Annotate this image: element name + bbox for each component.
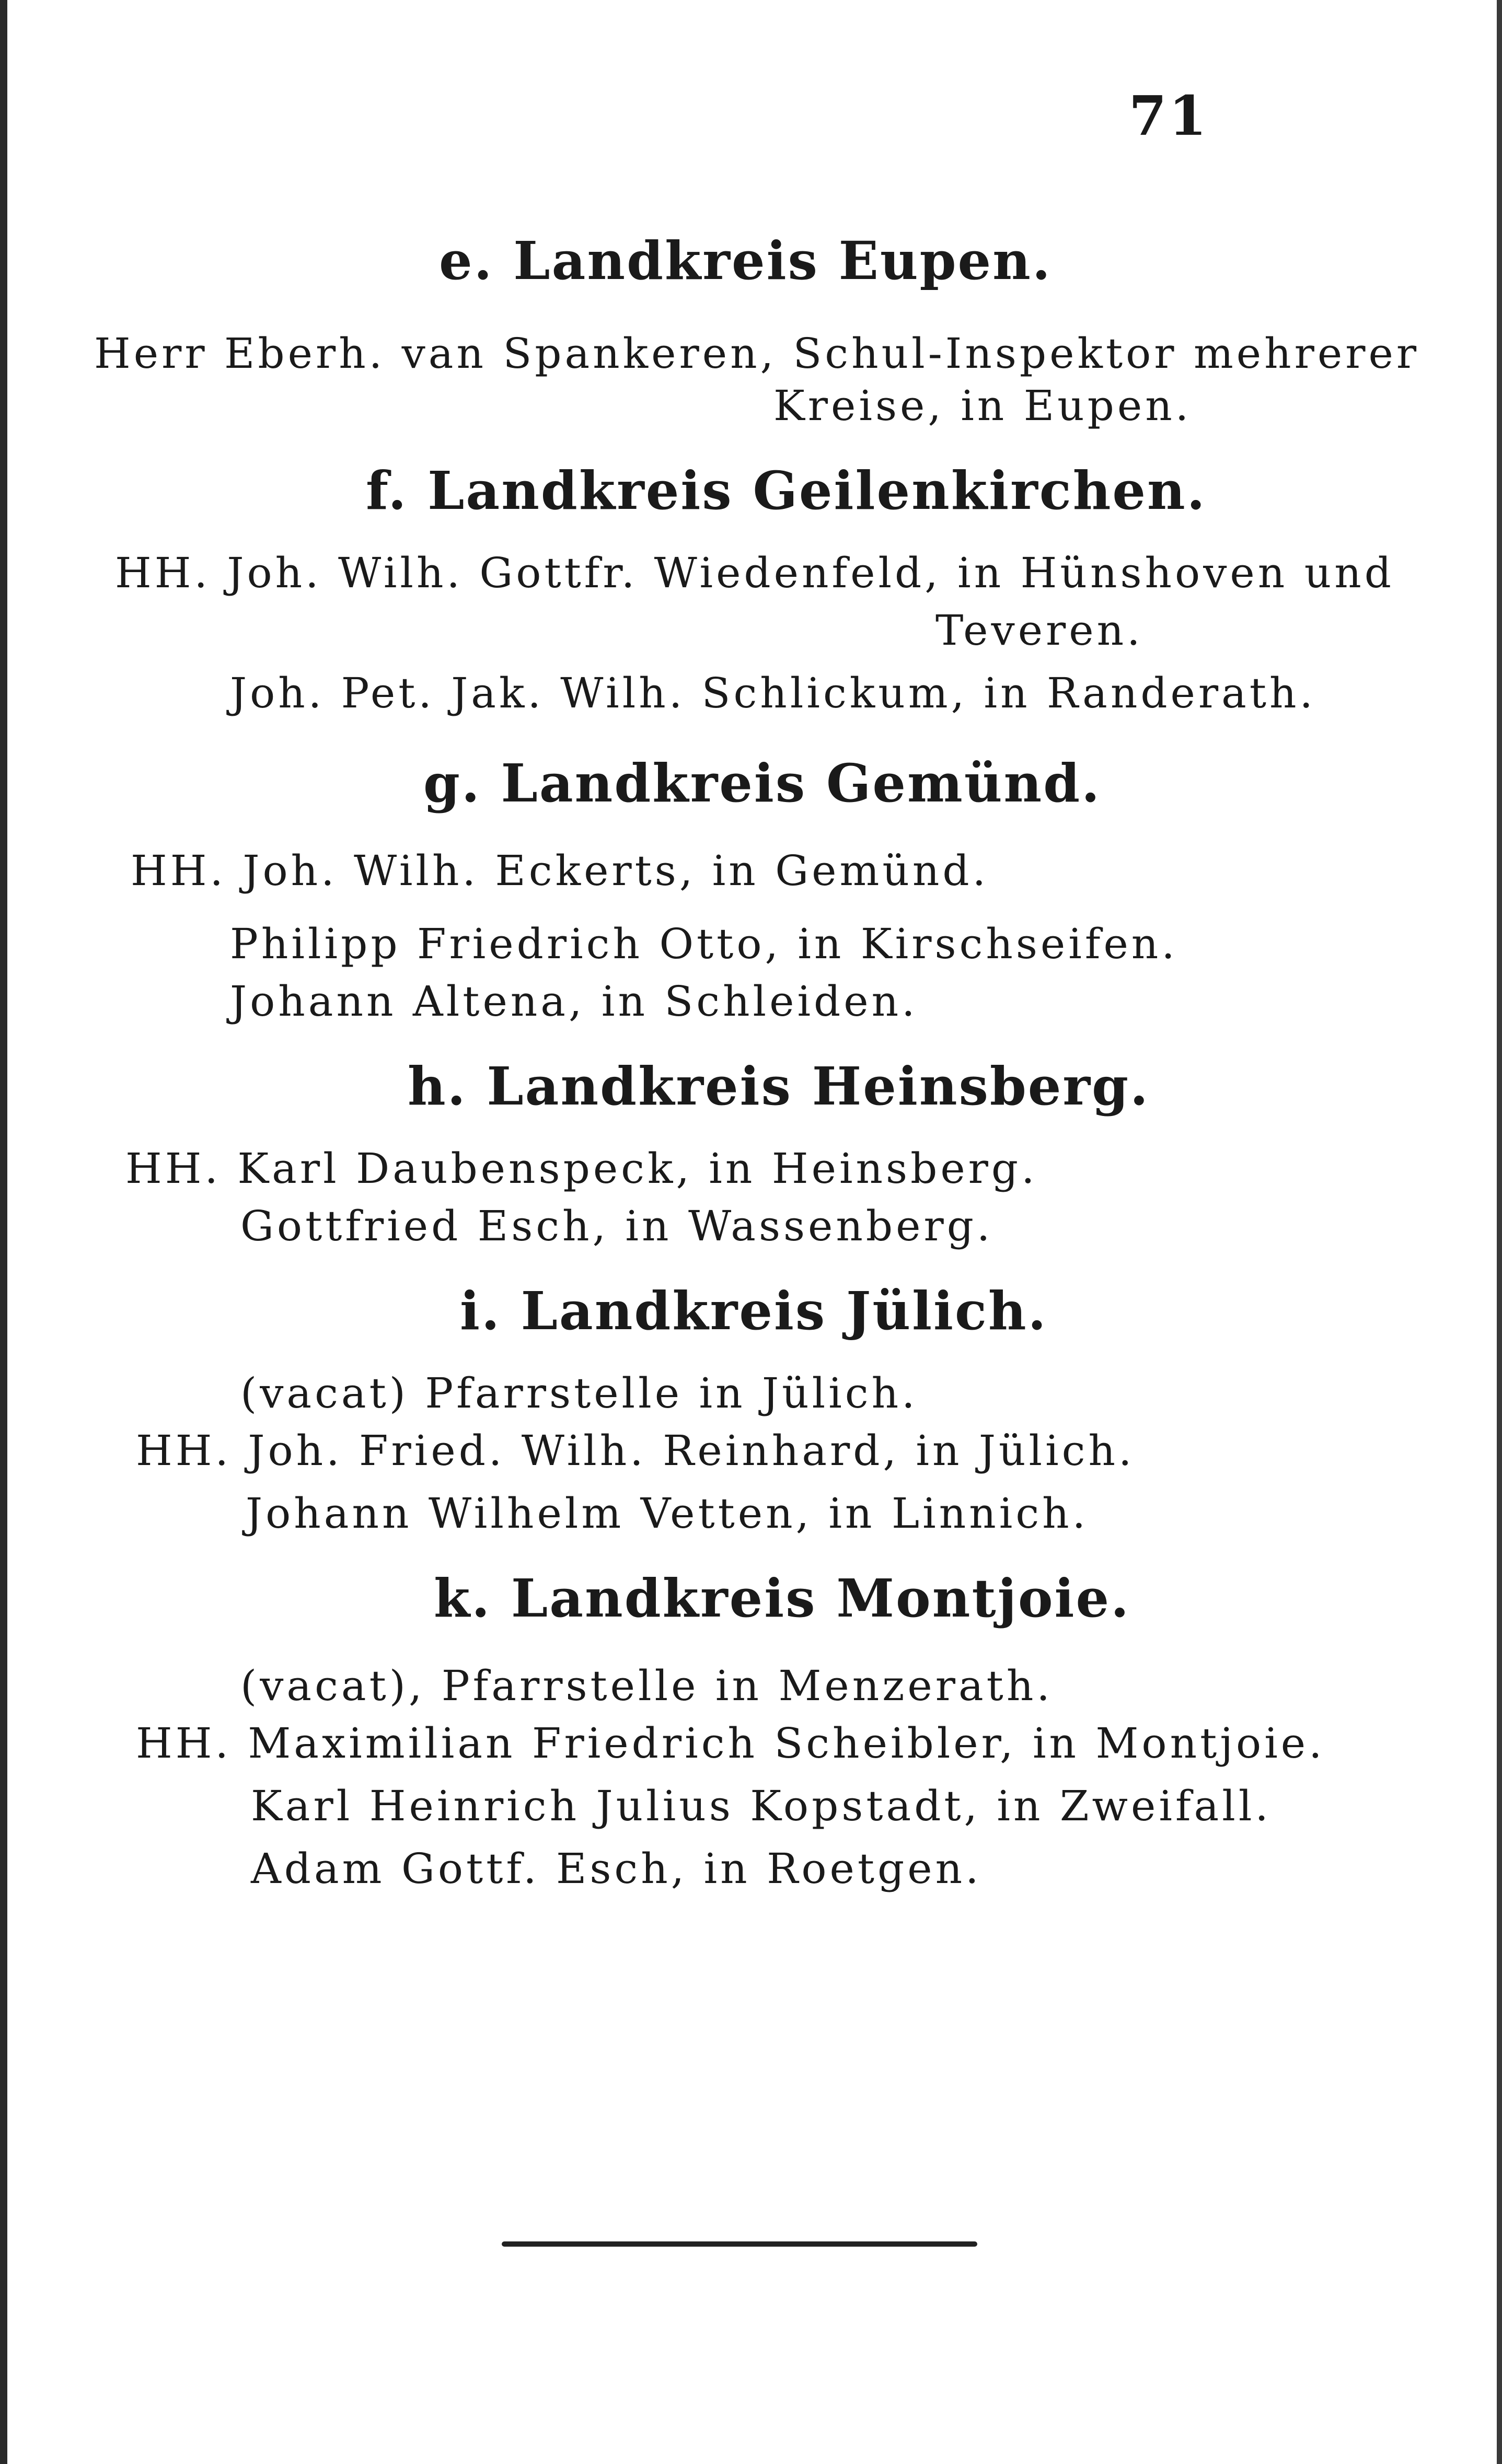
entry-line: Joh. Pet. Jak. Wilh. Schlickum, in Randerath.: [230, 669, 1316, 717]
section-heading-gemuend: g. Landkreis Gemünd.: [423, 752, 1101, 814]
entry-line: HH. Karl Daubenspeck, in Heinsberg.: [125, 1144, 1038, 1193]
scan-edge-right: [1497, 0, 1502, 2464]
entry-line-continuation: Teveren.: [935, 606, 1143, 655]
entry-line: Karl Heinrich Julius Kopstadt, in Zweifall.: [251, 1782, 1272, 1830]
section-heading-juelich: i. Landkreis Jülich.: [460, 1280, 1048, 1342]
end-rule-divider: [502, 2241, 977, 2247]
entry-line: HH. Maximilian Friedrich Scheibler, in Montjoie.: [136, 1719, 1325, 1768]
entry-line: Philipp Friedrich Otto, in Kirschseifen.: [230, 920, 1178, 968]
entry-line-continuation: Kreise, in Eupen.: [773, 381, 1192, 430]
entry-line: (vacat) Pfarrstelle in Jülich.: [240, 1369, 918, 1417]
section-heading-heinsberg: h. Landkreis Heinsberg.: [408, 1055, 1150, 1117]
entry-line: Herr Eberh. van Spankeren, Schul-Inspektor mehrerer: [94, 329, 1420, 378]
entry-line: Johann Altena, in Schleiden.: [230, 977, 918, 1026]
entry-line: Adam Gottf. Esch, in Roetgen.: [251, 1844, 982, 1893]
scan-edge-left: [0, 0, 7, 2464]
section-heading-eupen: e. Landkreis Eupen.: [439, 230, 1052, 292]
page-number: 71: [1129, 84, 1209, 148]
entry-line: HH. Joh. Wilh. Gottfr. Wiedenfeld, in Hünshoven und: [115, 549, 1394, 597]
entry-line: HH. Joh. Fried. Wilh. Reinhard, in Jülich.: [136, 1426, 1135, 1475]
entry-line: Gottfried Esch, in Wassenberg.: [240, 1202, 993, 1250]
entry-line: HH. Joh. Wilh. Eckerts, in Gemünd.: [131, 846, 989, 895]
entry-line: Johann Wilhelm Vetten, in Linnich.: [246, 1489, 1089, 1538]
section-heading-geilenkirchen: f. Landkreis Geilenkirchen.: [366, 460, 1207, 521]
entry-line: (vacat), Pfarrstelle in Menzerath.: [240, 1661, 1053, 1710]
section-heading-montjoie: k. Landkreis Montjoie.: [434, 1567, 1130, 1629]
